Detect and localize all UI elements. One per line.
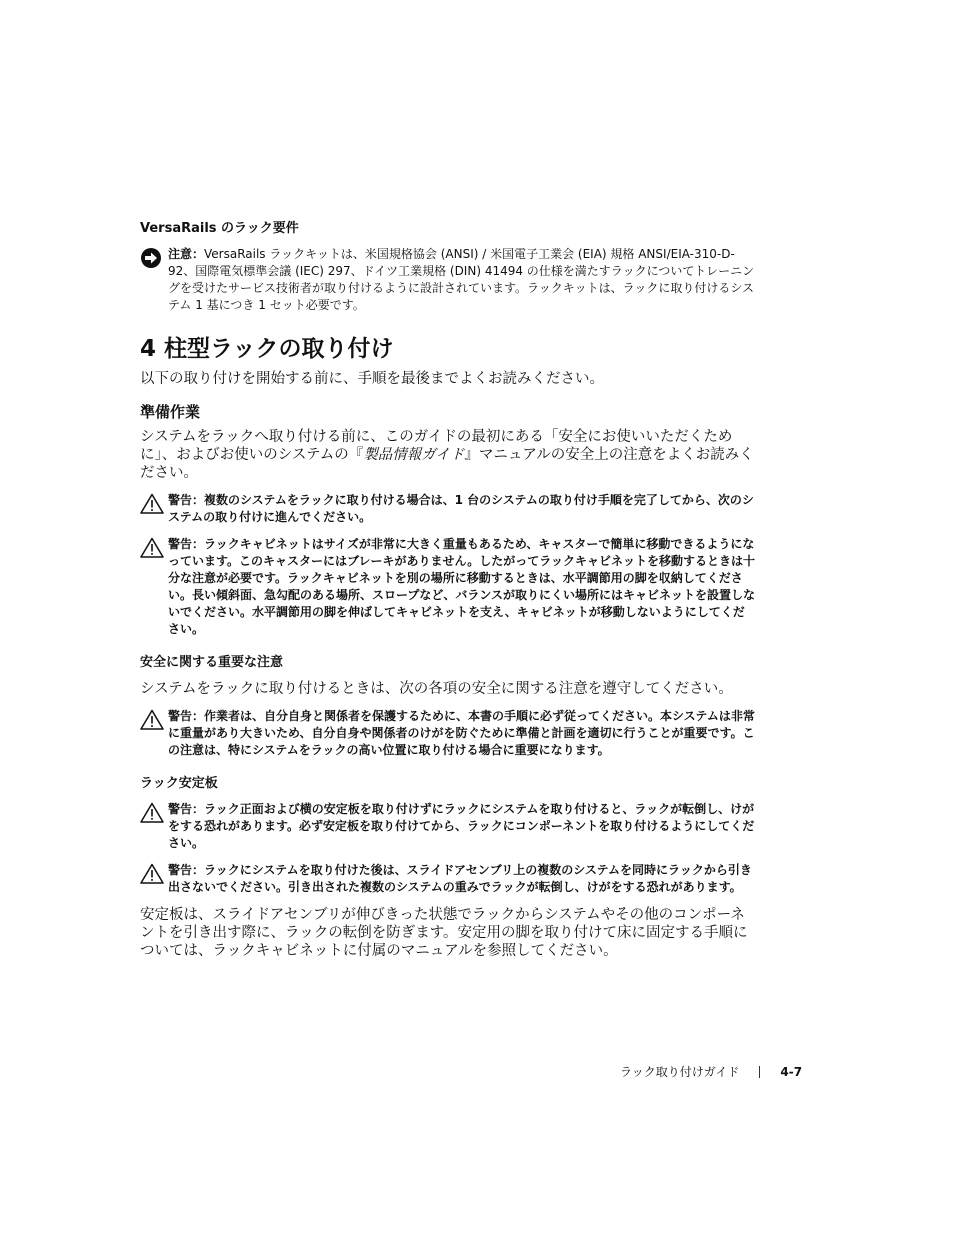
notice-text: VersaRails ラックキットは、米国規格協会 (ANSI) / 米国電子工業会 (EIA) 規格 ANSI/EIA-310-D-92、国際電気標準会議 (IEC) 297、ドイツ工業規格 (DIN) 41494 の仕様を満たすラックについてトレーニングを受けたサービス技術者が取り付けるように設計されています。ラックキットは、ラックに取り付けるシステム 1 基につき 1 セット必要です。	[168, 247, 755, 312]
versarails-notice	[140, 246, 756, 314]
prep-warning-1: 警告：複数のシステムをラックに取り付ける場合は、1 台のシステムの取り付け手順を完了してから、次のシステムの取り付けに進んでください。	[140, 492, 756, 526]
warning-triangle-icon	[140, 537, 168, 562]
warning-triangle-icon	[140, 802, 168, 827]
prep-warning-2: 警告：ラックキャビネットはサイズが非常に大きく重量もあるため、キャスターで簡単に移動できるようになっています。このキャスターにはブレーキがありません。したがってラックキャビネットを移動するときは十分な注意が必要です。ラックキャビネットを別の場所に移動するときは、水平調節用の脚を収納してください。長い傾斜面、急勾配のある場所、スロープなど、バランスが取りにくい場所にはキャビネットを設置しないでください。水平調節用の脚を伸ばしてキャビネットを支え、キャビネットが移動しないようにしてください。	[140, 536, 756, 638]
notice-arrow-icon	[140, 247, 168, 273]
safety-warning: 警告：作業者は、自分自身と関係者を保護するために、本書の手順に必ず従ってください。本システムは非常に重量があり大きいため、自分自身や関係者のけがを防ぐために準備と計画を適切に行うことが重要です。この注意は、特にシステムをラックの高い位置に取り付ける場合に重要になります。	[140, 708, 756, 759]
stabilizer-paragraph: 安定板は、スライドアセンブリが伸びきった状態でラックからシステムやその他のコンポーネントを引き出す際に、ラックの転倒を防ぎます。安定用の脚を取り付けて床に固定する手順については、ラックキャビネットに付属のマニュアルを参照してください。	[140, 907, 748, 959]
main-title: 4 柱型ラックの取り付け	[140, 336, 394, 362]
versarails-heading: VersaRails のラック要件	[140, 221, 299, 236]
warning-triangle-icon	[140, 863, 168, 888]
notice-prefix: 注意：	[168, 247, 205, 261]
warning-triangle-icon	[140, 493, 168, 518]
stabilizer-heading: ラック安定板	[140, 776, 218, 791]
prep-paragraph: システムをラックへ取り付ける前に、このガイドの最初にある「安全にお使いいただくために」、およびお使いのシステムの『製品情報ガイド』マニュアルの安全上の注意をよくお読みください。	[140, 429, 754, 481]
page-number: 4-7	[780, 1064, 803, 1079]
prep-heading: 準備作業	[140, 403, 201, 421]
stabilizer-warning-2: 警告：ラックにシステムを取り付けた後は、スライドアセンブリ上の複数のシステムを同時にラックから引き出さないでください。引き出された複数のシステムの重みでラックが転倒し、けがをする恐れがあります。	[140, 862, 756, 896]
page-footer	[620, 1063, 820, 1080]
document-body	[140, 220, 756, 970]
stabilizer-warning-1: 警告：ラック正面および横の安定板を取り付けずにラックにシステムを取り付けると、ラックが転倒し、けがをする恐れがあります。必ず安定板を取り付けてから、ラックにコンポーネントを取り付けるようにしてください。	[140, 801, 756, 852]
intro-text: 以下の取り付けを開始する前に、手順を最後までよくお読みください。	[140, 371, 604, 387]
warning-triangle-icon	[140, 709, 168, 734]
footer-section-title: ラック取り付けガイド	[620, 1065, 740, 1079]
footer-divider	[759, 1066, 760, 1078]
product-info-guide-title: 製品情報ガイド	[363, 447, 465, 463]
safety-paragraph: システムをラックに取り付けるときは、次の各項の安全に関する注意を遵守してください。	[140, 681, 733, 697]
safety-heading: 安全に関する重要な注意	[140, 655, 284, 670]
